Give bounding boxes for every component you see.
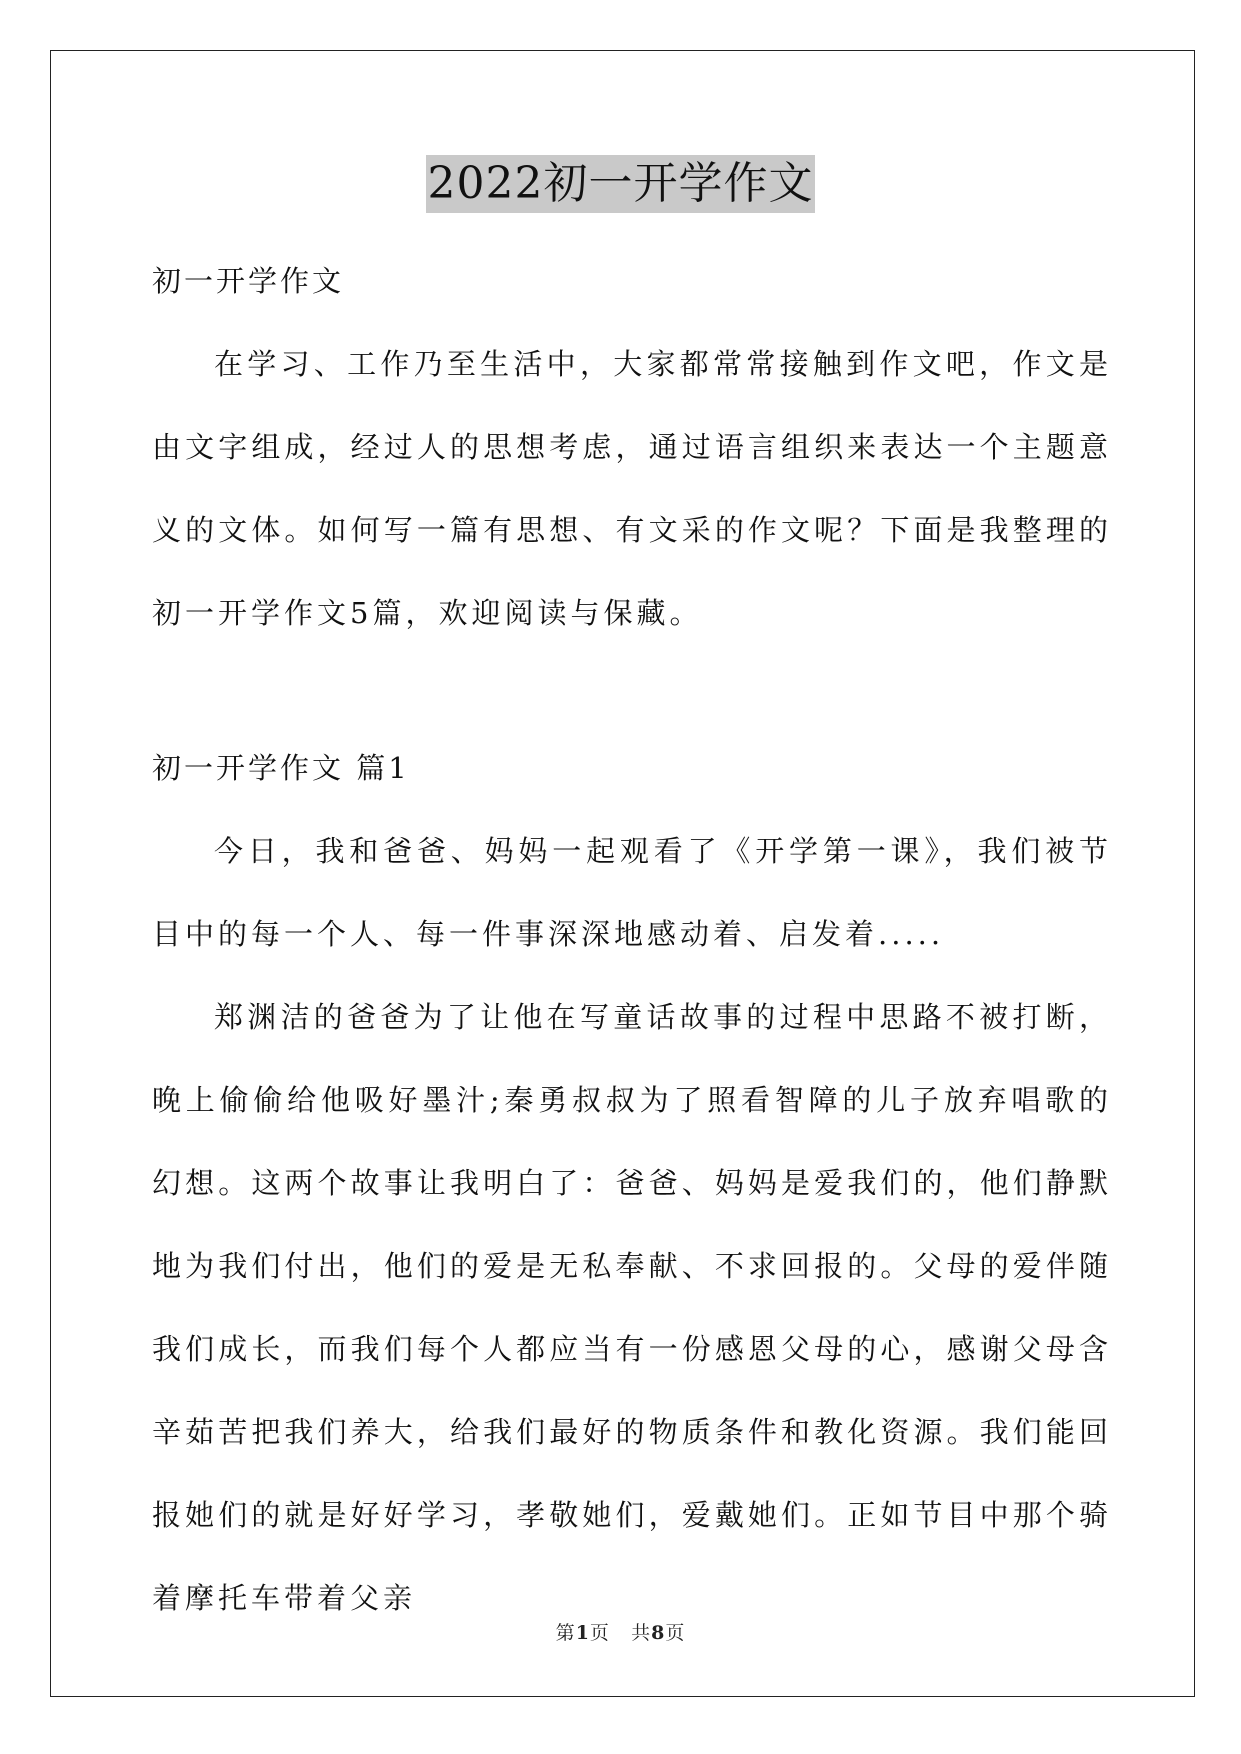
intro-paragraph: 在学习、工作乃至生活中，大家都常常接触到作文吧，作文是由文字组成，经过人的思想考虑，通过语言组织来表达一个主题意义的文体。如何写一篇有思想、有文采的作文呢？下面是我整理的初一开学作文5篇，欢迎阅读与保藏。: [152, 347, 1112, 630]
document-title: 2022初一开学作文: [426, 155, 816, 213]
document-subtitle: 初一开学作文: [152, 264, 345, 298]
footer-page-prefix: 第: [555, 1622, 576, 1644]
footer-page-suffix: 页: [589, 1622, 610, 1644]
footer-page-total: 8: [651, 1622, 666, 1644]
title-container: [0, 155, 1241, 213]
footer-page-current: 1: [575, 1622, 590, 1644]
page-footer: [0, 1618, 1241, 1645]
section-paragraph-1: 今日，我和爸爸、妈妈一起观看了《开学第一课》，我们被节目中的每一个人、每一件事深深地感动着、启发着.....: [152, 834, 1112, 951]
footer-total-prefix: 共: [631, 1622, 652, 1644]
section-heading: 初一开学作文 篇1: [152, 751, 410, 785]
footer-total-suffix: 页: [665, 1622, 686, 1644]
section-paragraph-2: 郑渊洁的爸爸为了让他在写童话故事的过程中思路不被打断，晚上偷偷给他吸好墨汁;秦勇叔叔为了照看智障的儿子放弃唱歌的幻想。这两个故事让我明白了：爸爸、妈妈是爱我们的，他们静默地为我们付出，他们的爱是无私奉献、不求回报的。父母的爱伴随我们成长，而我们每个人都应当有一份感恩父母的心，感谢父母含辛茹苦把我们养大，给我们最好的物质条件和教化资源。我们能回报她们的就是好好学习，孝敬她们，爱戴她们。正如节目中那个骑着摩托车带着父亲: [152, 1000, 1112, 1615]
document-body: [152, 240, 1112, 1640]
section-gap: [152, 655, 1112, 727]
